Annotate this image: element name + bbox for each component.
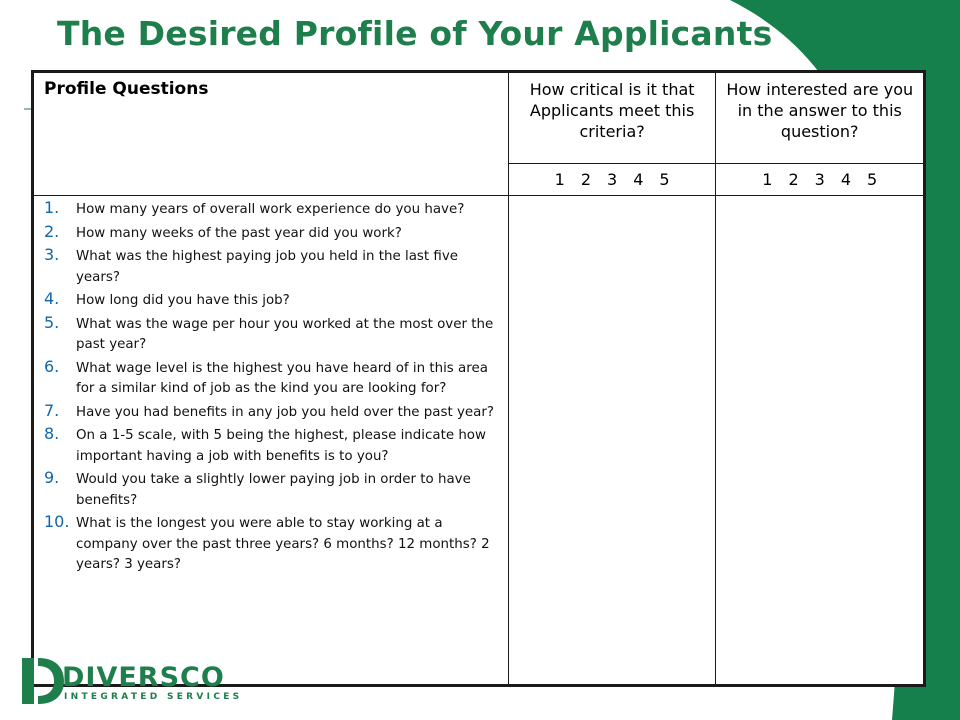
critical-scale (508, 163, 716, 195)
question-item (44, 247, 500, 288)
question-text: What was the wage per hour you worked at the most over the past year? (76, 316, 494, 352)
scale-label: 4 (633, 169, 644, 189)
question-item (44, 426, 500, 467)
question-text: On a 1-5 scale, with 5 being the highest, please indicate how important having a job with benefits is to you? (76, 428, 486, 464)
header-interest: How interested are you in the answer to this question? (716, 72, 925, 164)
question-number: 10. (44, 512, 70, 531)
question-number: 5. (44, 312, 60, 332)
header-profile-questions: Profile Questions (33, 72, 509, 196)
question-number: 4. (44, 289, 60, 308)
question-text: How many weeks of the past year did you work? (76, 225, 402, 241)
question-text: What was the highest paying job you held in the last five years? (76, 249, 459, 285)
interest-scale (716, 163, 925, 195)
question-number: 3. (44, 245, 60, 264)
header-critical: How critical is it that Applicants meet this criteria? (508, 72, 716, 164)
question-number: 6. (44, 356, 60, 376)
scale-label: 3 (814, 169, 825, 189)
question-list (44, 200, 500, 576)
scale-label: 4 (840, 169, 851, 189)
question-item (44, 200, 500, 221)
question-text: What is the longest you were able to stay working at a company over the past three years? 6 months? 12 months? 2 years? 3 years? (76, 516, 490, 572)
question-text: How long did you have this job? (76, 293, 290, 308)
question-number: 1. (44, 198, 60, 217)
question-item (44, 356, 500, 400)
question-number: 9. (44, 468, 60, 487)
scale-label: 2 (788, 169, 799, 189)
question-text: Would you take a slightly lower paying job in order to have benefits? (76, 472, 471, 508)
question-item (44, 514, 500, 576)
question-number: 8. (44, 424, 60, 443)
question-item (44, 221, 500, 245)
scale-label: 5 (867, 169, 878, 189)
scale-label: 1 (554, 169, 565, 189)
question-text: Have you had benefits in any job you held over the past year? (76, 404, 494, 420)
scale-label: 2 (580, 169, 592, 189)
question-item (44, 470, 500, 511)
question-number: 7. (44, 400, 60, 420)
question-text: How many years of overall work experience do you have? (76, 202, 465, 217)
questions-cell (33, 196, 509, 686)
question-text: What wage level is the highest you have heard of in this area for a similar kind of job as the kind you are looking for? (76, 360, 488, 396)
question-item (44, 312, 500, 356)
scale-label: 1 (762, 169, 773, 189)
interest-answer-cell[interactable] (716, 196, 925, 686)
scale-label: 5 (659, 169, 670, 189)
logo-name: DIVERSCO (62, 662, 225, 693)
question-item (44, 400, 500, 424)
scale-label: 3 (607, 169, 618, 189)
question-item (44, 291, 500, 312)
critical-answer-cell[interactable] (508, 196, 716, 686)
question-number: 2. (44, 221, 60, 241)
profile-table (31, 70, 926, 687)
slide-title: The Desired Profile of Your Applicants (57, 14, 773, 53)
logo-subtitle: INTEGRATED SERVICES (64, 692, 243, 702)
